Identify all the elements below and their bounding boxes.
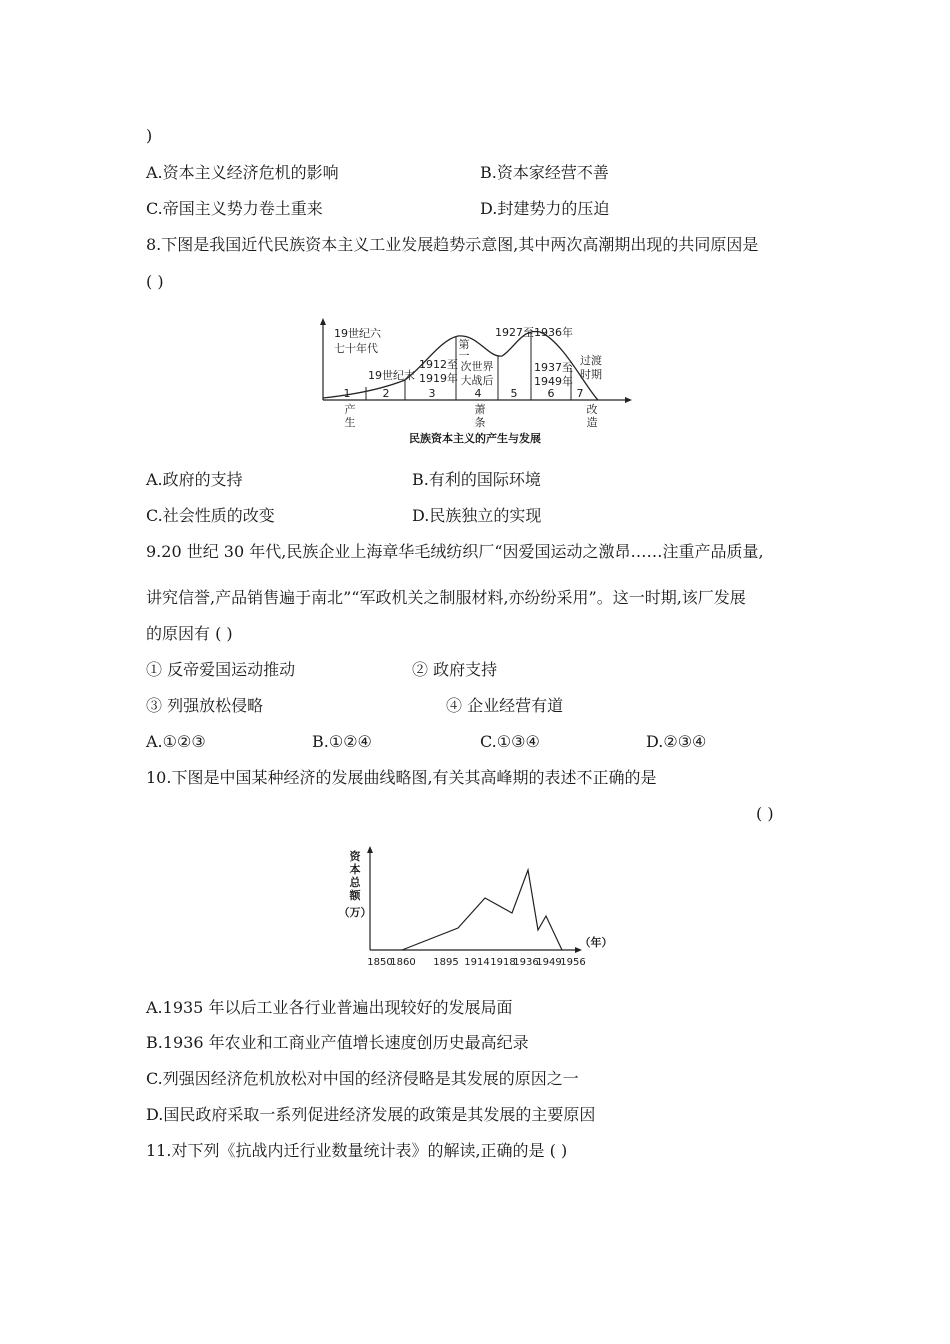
q7-option-a: A.资本主义经济危机的影响 <box>146 163 339 182</box>
q10-tick-1895: 1895 <box>433 957 459 968</box>
q9-option-a: A.①②③ <box>146 732 206 751</box>
q8-trend-figure <box>318 318 636 450</box>
q8-label-ww-1: 第 <box>458 338 470 351</box>
q8-figure-caption: 民族资本主义的产生与发展 <box>409 432 541 445</box>
q8-below-gai: 改 <box>586 403 598 416</box>
q8-stage-2: 2 <box>382 387 390 400</box>
q8-stage-6: 6 <box>547 387 555 400</box>
q10-tick-1914: 1914 <box>464 957 490 968</box>
q8-option-b: B.有利的国际环境 <box>412 470 541 489</box>
q10-stem: 10.下图是中国某种经济的发展曲线略图,有关其高峰期的表述不正确的是 <box>146 768 657 787</box>
q8-option-d: D.民族独立的实现 <box>412 506 542 525</box>
q10-tick-1949: 1949 <box>536 957 562 968</box>
q9-stem-line-2: 讲究信誉,产品销售遍于南北”“军政机关之制服材料,亦纷纷采用”。这一时期,该厂发展 <box>146 588 746 607</box>
q10-ylabel-char-4: 额 <box>349 889 361 902</box>
q9-stem-line-3: 的原因有 ( ) <box>146 624 233 643</box>
q10-tick-1860: 1860 <box>390 957 416 968</box>
q9-option-d: D.②③④ <box>646 732 707 751</box>
q8-label-late19: 19世纪末 <box>368 369 415 382</box>
q10-series-line <box>402 870 562 950</box>
q8-label-1912-2: 1919年 <box>419 372 458 385</box>
q7-paren-tail: ) <box>146 126 153 145</box>
q8-stem: 8.下图是我国近代民族资本主义工业发展趋势示意图,其中两次高潮期出现的共同原因是 <box>146 235 759 254</box>
q8-below-tiao: 条 <box>474 416 486 429</box>
q10-tick-1956: 1956 <box>560 957 586 968</box>
q10-option-a: A.1935 年以后工业各行业普遍出现较好的发展局面 <box>146 998 513 1017</box>
q8-label-1927: 1927至1936年 <box>495 326 573 339</box>
q7-option-b: B.资本家经营不善 <box>480 163 609 182</box>
q10-option-c: C.列强因经济危机放松对中国的经济侵略是其发展的原因之一 <box>146 1069 579 1088</box>
q10-xunit: （年） <box>579 936 613 949</box>
q10-answer-paren: ( ) <box>756 804 774 823</box>
q10-yunit: （万） <box>338 906 372 919</box>
q10-tick-1918: 1918 <box>490 957 516 968</box>
q8-label-1937-1: 1937至 <box>534 361 573 374</box>
q8-label-trans-2: 时期 <box>580 368 602 381</box>
q8-stage-7: 7 <box>576 387 584 400</box>
q8-label-sixties-1: 19世纪六 <box>334 327 381 340</box>
q8-option-a: A.政府的支持 <box>146 470 243 489</box>
q8-stage-5: 5 <box>510 387 518 400</box>
q8-option-c: C.社会性质的改变 <box>146 506 275 525</box>
q10-ylabel-char-1: 资 <box>349 850 361 863</box>
q9-item-4: ④ 企业经营有道 <box>446 696 564 715</box>
q8-label-sixties-2: 七十年代 <box>334 342 378 355</box>
q9-option-b: B.①②④ <box>312 732 372 751</box>
q10-tick-1936: 1936 <box>513 957 539 968</box>
q7-option-c: C.帝国主义势力卷土重来 <box>146 199 323 218</box>
q7-option-d: D.封建势力的压迫 <box>480 199 610 218</box>
q9-option-c: C.①③④ <box>480 732 540 751</box>
q8-below-zao: 造 <box>586 416 598 429</box>
q8-label-ww-4: 大战后 <box>460 374 494 387</box>
q11-stem: 11.对下列《抗战内迁行业数量统计表》的解读,正确的是 ( ) <box>146 1141 568 1160</box>
q10-development-chart <box>336 846 618 970</box>
q8-stage-3: 3 <box>428 387 436 400</box>
q9-item-3: ③ 列强放松侵略 <box>146 696 264 715</box>
q9-stem-line-1: 9.20 世纪 30 年代,民族企业上海章华毛绒纺织厂“因爱国运动之激昂……注重产品质量, <box>146 542 764 561</box>
q10-tick-1850: 1850 <box>367 957 393 968</box>
q10-option-b: B.1936 年农业和工商业产值增长速度创历史最高纪录 <box>146 1033 529 1052</box>
q10-ylabel-char-2: 本 <box>349 863 361 876</box>
q8-below-chan: 产 <box>344 403 356 416</box>
q8-below-xiao: 萧 <box>474 403 486 416</box>
q10-ylabel-char-3: 总 <box>349 876 361 889</box>
q8-label-ww-2: 一 <box>458 349 470 362</box>
q9-item-1: ① 反帝爱国运动推动 <box>146 660 296 679</box>
q8-answer-paren: ( ) <box>146 272 164 291</box>
q10-option-d: D.国民政府采取一系列促进经济发展的政策是其发展的主要原因 <box>146 1105 596 1124</box>
q8-label-trans-1: 过渡 <box>580 354 602 367</box>
q8-label-1937-2: 1949年 <box>534 375 573 388</box>
q8-stage-1: 1 <box>343 387 351 400</box>
q8-label-1912-1: 1912至 <box>419 358 458 371</box>
q8-below-sheng: 生 <box>344 416 356 429</box>
q8-label-ww-3: 次世界 <box>460 360 494 373</box>
q8-stage-4: 4 <box>474 387 482 400</box>
q9-item-2: ② 政府支持 <box>412 660 498 679</box>
